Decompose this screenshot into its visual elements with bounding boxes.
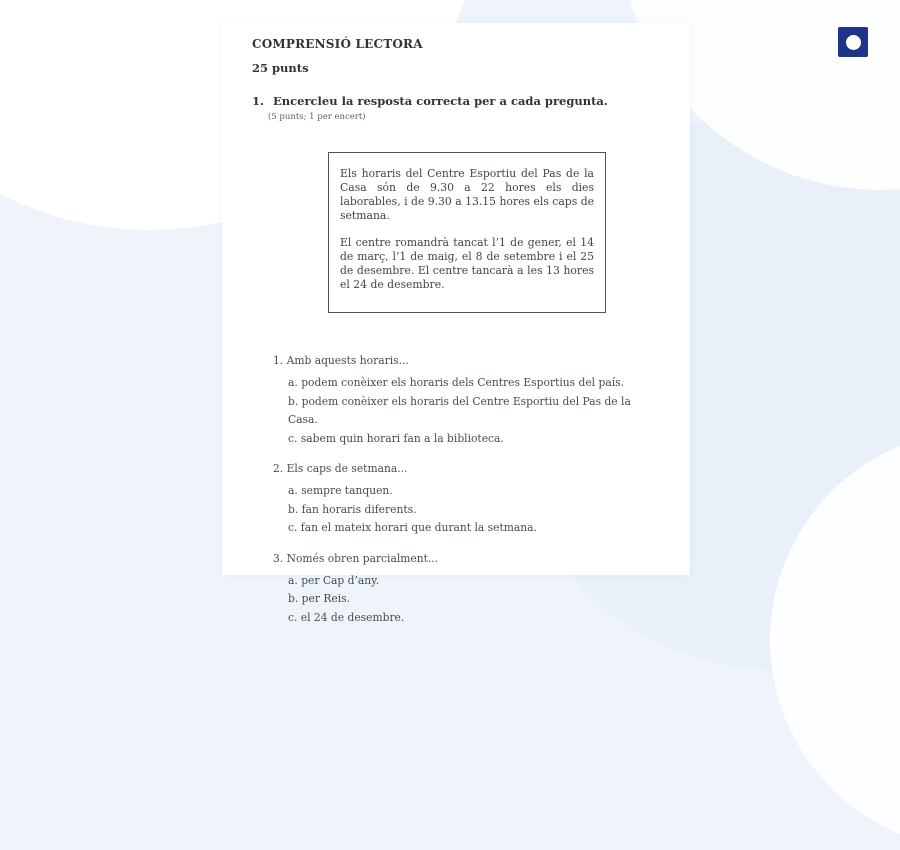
exercise-scoring: (5 punts; 1 per encert) xyxy=(268,112,366,122)
answer-option xyxy=(288,482,660,501)
option-letter: b. xyxy=(288,502,299,516)
floating-action-button[interactable] xyxy=(838,27,868,57)
document-page xyxy=(222,23,690,624)
option-letter: b. xyxy=(288,592,299,605)
option-text: fan horaris diferents. xyxy=(301,502,417,516)
questions-section xyxy=(273,354,660,627)
question-text xyxy=(273,354,660,368)
exercise-heading xyxy=(252,94,660,108)
document-points: 25 punts xyxy=(252,61,309,75)
exercise-instruction: Encercleu la resposta correcta per a cada pregunta. xyxy=(273,94,608,108)
option-letter: c. xyxy=(288,610,298,624)
option-letter: a. xyxy=(288,376,298,389)
answer-option xyxy=(288,430,660,449)
question xyxy=(273,354,660,448)
circle-icon xyxy=(846,35,861,50)
document-content xyxy=(222,23,690,655)
question-stem: Amb aquests horaris... xyxy=(286,354,409,367)
option-text: per Reis. xyxy=(301,592,351,605)
answer-option xyxy=(288,393,660,430)
question-stem: Els caps de setmana... xyxy=(286,462,408,475)
question-text xyxy=(273,552,660,566)
answer-option xyxy=(288,519,660,538)
option-letter: a. xyxy=(288,484,298,497)
question-text xyxy=(273,462,660,476)
passage-paragraph: El centre romandrà tancat l’1 de gener, el 14 de març, l’1 de maig, el 8 de setembre i el 25 de desembre. El centre tancarà a les 13 hores el 24 de desembre. xyxy=(340,236,594,291)
answer-option xyxy=(288,609,660,628)
exercise-number: 1. xyxy=(252,94,265,108)
answer-option xyxy=(288,572,660,591)
question xyxy=(273,462,660,538)
option-letter: c. xyxy=(288,521,298,534)
option-letter: c. xyxy=(288,431,298,445)
option-text: sempre tanquen. xyxy=(301,484,393,497)
option-text: podem conèixer els horaris del Centre Esportiu del Pas de la Casa. xyxy=(288,394,631,426)
document-title: COMPRENSIÓ LECTORA xyxy=(252,37,423,51)
passage-paragraph: Els horaris del Centre Esportiu del Pas de la Casa són de 9.30 a 22 hores els dies laborables, i de 9.30 a 13.15 hores els caps de setmana. xyxy=(340,167,594,222)
question-number: 2. xyxy=(273,462,284,475)
reading-passage-box xyxy=(328,152,606,313)
question xyxy=(273,552,660,628)
option-text: per Cap d’any. xyxy=(301,573,380,587)
option-text: el 24 de desembre. xyxy=(300,610,405,624)
option-letter: b. xyxy=(288,394,299,408)
option-text: podem conèixer els horaris dels Centres Esportius del país. xyxy=(301,376,625,389)
question-number: 1. xyxy=(273,354,284,367)
answer-option xyxy=(288,374,660,393)
option-text: fan el mateix horari que durant la setmana. xyxy=(300,521,537,534)
question-stem: Només obren parcialment... xyxy=(286,551,439,565)
answer-option xyxy=(288,501,660,520)
answer-option xyxy=(288,590,660,609)
option-letter: a. xyxy=(288,573,298,587)
option-text: sabem quin horari fan a la biblioteca. xyxy=(300,431,504,445)
question-number: 3. xyxy=(273,551,284,565)
